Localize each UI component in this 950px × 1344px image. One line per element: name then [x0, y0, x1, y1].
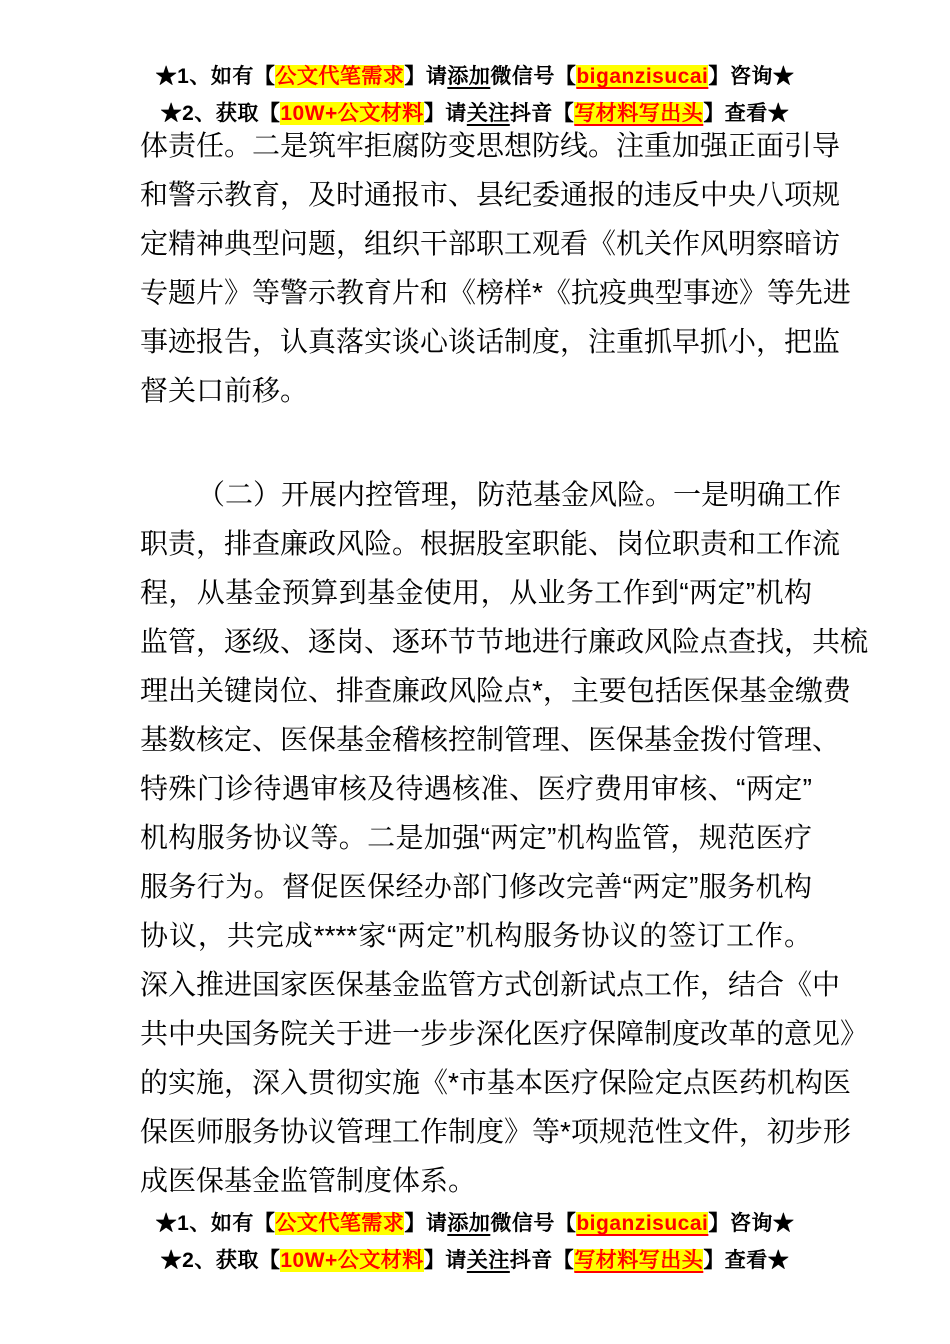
promo-highlight-text: 公文代笔需求 — [275, 1212, 405, 1235]
promo-highlight-text: 10W+公文材料 — [280, 102, 424, 125]
promo-text: 微信号【 — [490, 65, 577, 88]
promo-highlight-text: 写材料写出头 — [574, 1249, 704, 1272]
promo-text: 】请 — [404, 1212, 448, 1235]
promo-footer — [0, 1205, 950, 1279]
promo-highlight-text: biganzisucai — [576, 1212, 709, 1235]
promo-highlight-text: 公文代笔需求 — [275, 65, 405, 88]
body-line: 事迹报告，认真落实谈心谈话制度，注重抓早抓小，把监 — [140, 326, 841, 357]
body-line: 的实施，深入贯彻实施《*市基本医疗保险定点医药机构医 — [140, 1067, 851, 1098]
promo-highlight-text: 10W+公文材料 — [280, 1249, 424, 1272]
body-line: 程，从基金预算到基金使用，从业务工作到“两定”机构 — [140, 577, 812, 608]
promo-text: 添加 — [447, 1212, 491, 1235]
body-line: 职责，排查廉政风险。根据股室职能、岗位职责和工作流 — [140, 528, 841, 559]
promo-text: 关注 — [466, 1249, 510, 1272]
promo-text: 】咨询★ — [708, 65, 795, 88]
promo-text: 关注 — [466, 102, 510, 125]
body-line: 和警示教育，及时通报市、县纪委通报的违反中央八项规 — [140, 179, 841, 210]
promo-text: 】咨询★ — [708, 1212, 795, 1235]
promo-text: ★2、获取【 — [160, 102, 281, 125]
body-line: 共中央国务院关于进一步步深化医疗保障制度改革的意见》 — [140, 1018, 869, 1049]
promo-text: ★1、如有【 — [155, 1212, 276, 1235]
promo-highlight-text: 写材料写出头 — [574, 102, 704, 125]
promo-text: 】请 — [404, 65, 448, 88]
body-line: 协议，共完成****家“两定”机构服务协议的签订工作。 — [140, 920, 812, 951]
promo-text: 抖音【 — [509, 102, 575, 125]
promo-text: ★2、获取【 — [160, 1249, 281, 1272]
promo-footer-line-2 — [0, 1242, 950, 1279]
paragraph-supervision — [140, 121, 851, 415]
body-line: 服务行为。督促医保经办部门修改完善“两定”服务机构 — [140, 871, 812, 902]
body-line: 深入推进国家医保基金监管方式创新试点工作，结合《中 — [140, 969, 841, 1000]
promo-text: ★1、如有【 — [155, 65, 276, 88]
promo-text: 】请 — [423, 1249, 467, 1272]
body-line: 理出关键岗位、排查廉政风险点*，主要包括医保基金缴费 — [140, 675, 851, 706]
body-line: 成医保基金监管制度体系。 — [140, 1165, 477, 1196]
body-line: 专题片》等警示教育片和《榜样*《抗疫典型事迹》等先进 — [140, 277, 851, 308]
document-body — [140, 121, 869, 1205]
body-line: 保医师服务协议管理工作制度》等*项规范性文件，初步形 — [140, 1116, 851, 1147]
promo-footer-line-1 — [0, 1205, 950, 1242]
body-line: 基数核定、医保基金稽核控制管理、医保基金拨付管理、 — [140, 724, 841, 755]
promo-text: 】查看★ — [703, 102, 790, 125]
body-line: 监管，逐级、逐岗、逐环节节地进行廉政风险点查找，共梳 — [140, 626, 869, 657]
promo-text: 添加 — [447, 65, 491, 88]
promo-header-line-1 — [0, 58, 950, 95]
promo-text: 微信号【 — [490, 1212, 577, 1235]
promo-text: 】请 — [423, 102, 467, 125]
body-line: 机构服务协议等。二是加强“两定”机构监管，规范医疗 — [140, 822, 812, 853]
promo-text: 抖音【 — [509, 1249, 575, 1272]
paragraph-internal-control — [140, 470, 869, 1205]
body-line: （二）开展内控管理，防范基金风险。一是明确工作 — [197, 479, 842, 510]
promo-highlight-text: biganzisucai — [576, 65, 709, 88]
promo-text: 】查看★ — [703, 1249, 790, 1272]
body-line: 特殊门诊待遇审核及待遇核准、医疗费用审核、“两定” — [140, 773, 812, 804]
body-line: 体责任。二是筑牢拒腐防变思想防线。注重加强正面引导 — [140, 130, 841, 161]
body-line: 定精神典型问题，组织干部职工观看《机关作风明察暗访 — [140, 228, 841, 259]
body-line: 督关口前移。 — [140, 375, 309, 406]
